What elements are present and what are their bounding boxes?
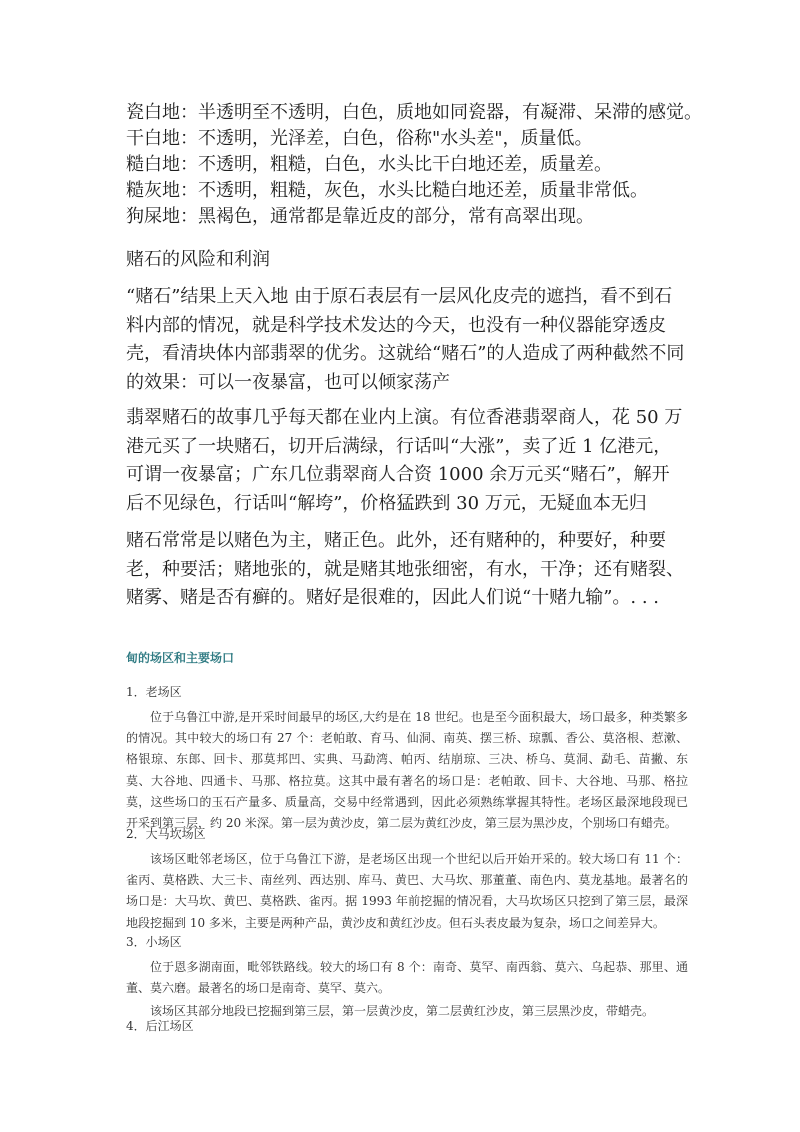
grade-line: 糙白地：不透明，粗糙，白色，水头比干白地还差，质量差。	[126, 154, 612, 175]
section-small-area	[126, 932, 688, 1023]
section-paragraph: 位于乌鲁江中游,是开采时间最早的场区,大约是在 18 世纪。也是至今面积最大，场口最多，种类繁多的情况。其中较大的场口有 27 个：老帕敢、育马、仙洞、南英、摆三桥、琼瓢、香公、莫洛根、惹漱、格银琼、东郎、回卡、那莫邦凹、实典、马勐湾、帕丙、结崩琼、三决、桥乌、莫洞、勐毛、苗撇、东莫、大谷地、四通卡、马那、格拉莫。这其中最有著名的场口是：老帕敢、回卡、大谷地、马那、格拉莫，这些场口的玉石产量多、质量高，交易中经常遇到，因此必须熟练掌握其特性。老场区最深地段现已开采到第三层，约 20 米深。第一层为黄沙皮，第二层为黄红沙皮，第三层为黑沙皮，个别场口有蜡壳。	[126, 710, 688, 831]
section-title: 2．大马坎场区	[126, 827, 206, 841]
jade-ground-grades-list	[126, 100, 746, 230]
section-paragraph: 该场区毗邻老场区，位于乌鲁江下游，是老场区出现一个世纪以后开始开采的。较大场口有 11 个：雀丙、莫格跌、大三卡、南丝列、西达别、库马、黄巴、大马坎、那董董、南色内、莫龙基地。最著名的场口是：大马坎、黄巴、莫格跌、雀丙。据 1993 年前挖掘的情况看，大马坎场区只挖到了第三层，最深地段挖掘到 10 多米，主要是两种产品，黄沙皮和黄红沙皮。但石头表皮最为复杂，场口之间差异大。	[126, 852, 688, 930]
section-paragraph: 该场区其部分地段已挖掘到第三层，第一层黄沙皮，第二层黄红沙皮，第三层黑沙皮，带蜡壳。	[150, 1004, 655, 1019]
section-title: 3．小场区	[126, 935, 182, 949]
grade-line: 干白地：不透明，光泽差，白色，俗称"水头差"，质量低。	[126, 128, 593, 149]
section-old-area	[126, 682, 688, 834]
section-title: 1．老场区	[126, 685, 182, 699]
grade-line: 瓷白地：半透明至不透明，白色，质地如同瓷器，有凝滞、呆滞的感觉。	[126, 102, 702, 123]
section-paragraph: 位于恩多湖南面，毗邻铁路线。较大的场口有 8 个：南奇、莫罕、南西翁、莫六、乌起恭、那里、通董、莫六磨。最著名的场口是南奇、莫罕、莫六。	[126, 960, 688, 996]
risk-heading: 赌石的风险和利润	[126, 249, 270, 270]
paragraph: 翡翠赌石的故事几乎每天都在业内上演。有位香港翡翠商人，花 50 万港元买了一块赌石，切开后满绿，行话叫“大涨”，卖了近 1 亿港元，可谓一夜暴富；广东几位翡翠商人合资 1000 余万元买“赌石”，解开后不见绿色，行话叫“解垮”，价格猛跌到 30 万元，无疑血本无归	[126, 407, 683, 514]
section-damakan-area	[126, 824, 688, 934]
paragraph: “赌石”结果上天入地 由于原石表层有一层风化皮壳的遮挡，看不到石料内部的情况，就是科学技术发达的今天，也没有一种仪器能穿透皮壳，看清块体内部翡翠的优劣。这就给“赌石”的人造成了两种截然不同的效果：可以一夜暴富，也可以倾家荡产	[126, 286, 685, 393]
grade-line: 狗屎地：黑褐色，通常都是靠近皮的部分，常有高翠出现。	[126, 206, 594, 227]
paragraph: 赌石常常是以赌色为主，赌正色。此外，还有赌种的，种要好，种要老，种要活；赌地张的，就是赌其地张细密，有水，干净；还有赌裂、赌雾、赌是否有癣的。赌好是很难的，因此人们说“十赌九输”。. . .	[126, 530, 684, 608]
section-title: 4．后江场区	[126, 1019, 194, 1033]
areas-heading: 甸的场区和主要场口	[126, 651, 235, 665]
section-houjiang-area	[126, 1016, 688, 1041]
grade-line: 糙灰地：不透明，粗糙，灰色，水头比糙白地还差，质量非常低。	[126, 180, 648, 201]
